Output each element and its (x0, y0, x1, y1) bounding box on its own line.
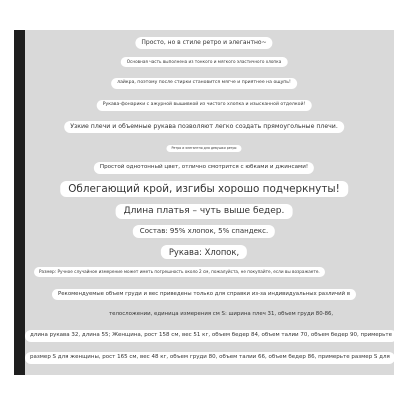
text-line-9: Длина платья – чуть выше бедер. (116, 204, 293, 219)
text-line-13: Рекомендуемые объем груди и вес приведены только для справки из-за индивидуальных различий в (52, 289, 356, 300)
left-border (14, 30, 25, 375)
text-line-10: Состав: 95% хлопок, 5% спандекс. (133, 225, 275, 238)
text-line-3: лайкра, поэтому после стирки становится мягче и приятнее на ощупь! (111, 78, 297, 89)
description-panel (14, 30, 394, 375)
text-line-14: телосложении, единица измерения см S: ширина плеч 31, объем груди 80-86, (109, 311, 334, 317)
text-line-12: Размер: Ручное случайное измерение может иметь погрешность около 2 см, пожалуйста, не покупайте, если вы возражаете. (34, 267, 325, 277)
text-line-15: длина рукава 32, длина 55; Женщина, рост 158 см, вес 51 кг, объем бедер 84, объем талии 70, объем бедер 90, примерьте (25, 330, 394, 342)
text-line-2: Основная часть выполнена из тонкого и мягкого эластичного хлопка (121, 57, 288, 67)
text-line-8: Облегающий крой, изгибы хорошо подчеркнуты! (60, 181, 348, 197)
text-line-5: Узкие плечи и объемные рукава позволяют легко создать прямоугольные плечи. (64, 121, 344, 133)
text-line-7: Простой однотонный цвет, отлично смотрится с юбками и джинсами! (94, 162, 314, 174)
text-line-16: размер S для женщины, рост 165 см, вес 48 кг, объем груди 80, объем талии 66, объем бедер 86, примерьте размер S для (25, 352, 394, 364)
text-line-1: Просто, но в стиле ретро и элегантно~ (135, 37, 272, 49)
text-line-4: Рукава-фонарики с ажурной вышивкой из чистого хлопка и изысканной отделкой! (97, 100, 312, 111)
text-line-11: Рукава: Хлопок, (161, 245, 247, 259)
text-line-6: Ретро и элегантно для девушки ретро (166, 145, 241, 152)
